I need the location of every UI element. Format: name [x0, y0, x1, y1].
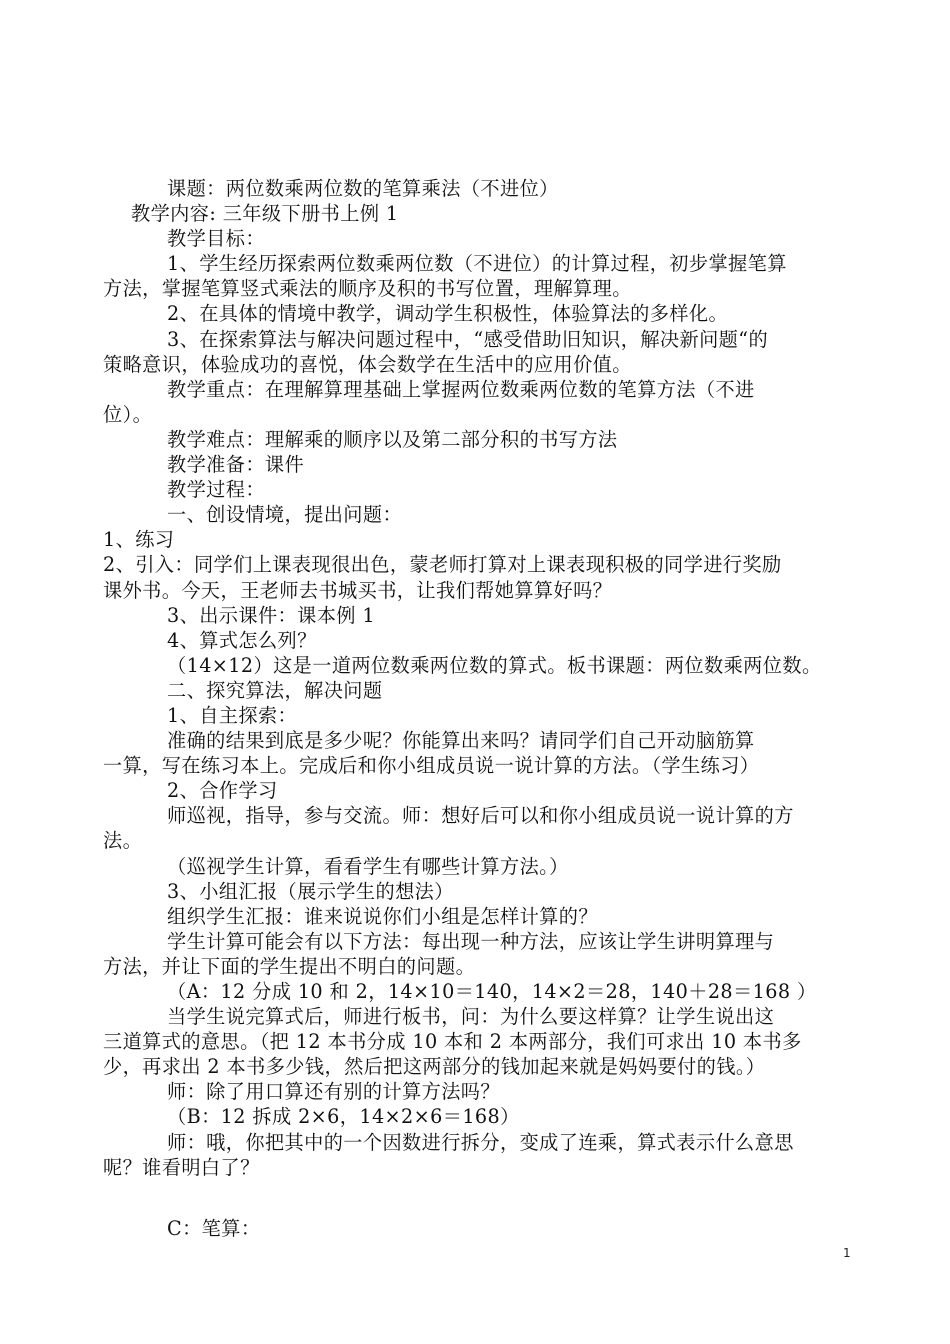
- paragraph-line: 方法，并让下面的学生提出不明白的问题。: [103, 954, 476, 978]
- paragraph-line: 2、引入：同学们上课表现很出色，蒙老师打算对上课表现积极的同学进行奖励: [103, 553, 782, 577]
- teaching-goals-heading: 教学目标：: [167, 227, 265, 251]
- paragraph-line: 2、在具体的情境中教学，调动学生积极性，体验算法的多样化。: [167, 302, 729, 326]
- paragraph-line: 3、在探索算法与解决问题过程中，“感受借助旧知识，解决新问题“的: [167, 327, 769, 351]
- paragraph-line: 课外书。今天，王老师去书城买书，让我们帮她算算好吗？: [103, 578, 613, 602]
- paragraph-line: 方法，掌握笔算竖式乘法的顺序及积的书写位置，理解算理。: [103, 277, 632, 301]
- teaching-preparation: 教学准备：课件: [167, 453, 305, 477]
- paragraph-line: 1、学生经历探索两位数乘两位数（不进位）的计算过程，初步掌握笔算: [167, 252, 787, 276]
- paragraph-line: （巡视学生计算，看看学生有哪些计算方法。）: [167, 854, 569, 878]
- method-c-line: C：笔算：: [167, 1216, 261, 1240]
- method-b-line: （B：12 拆成 2×6，14×2×6＝168）: [167, 1105, 520, 1129]
- paragraph-line: 4、算式怎么列？: [167, 628, 317, 652]
- paragraph-line: 师：哦，你把其中的一个因数进行拆分，变成了连乘，算式表示什么意思: [167, 1130, 794, 1154]
- teaching-focus: 教学重点：在理解算理基础上掌握两位数乘两位数的笔算方法（不进: [167, 377, 755, 401]
- paragraph-line: 1、练习: [103, 528, 175, 552]
- page-number: 1: [843, 1246, 851, 1260]
- section-heading: 二、探究算法，解决问题: [167, 678, 383, 702]
- teaching-difficulty: 教学难点：理解乘的顺序以及第二部分积的书写方法: [167, 427, 618, 451]
- section-heading: 一、创设情境，提出问题：: [167, 503, 403, 527]
- paragraph-line: 3、出示课件：课本例 1: [167, 603, 376, 627]
- paragraph-line: 组织学生汇报：谁来说说你们小组是怎样计算的？: [167, 904, 598, 928]
- paragraph-line: 师巡视，指导，参与交流。师：想好后可以和你小组成员说一说计算的方: [167, 804, 794, 828]
- paragraph-line: （14×12）这是一道两位数乘两位数的算式。板书课题：两位数乘两位数。: [167, 653, 822, 677]
- teaching-process-heading: 教学过程：: [167, 478, 265, 502]
- paragraph-line: 3、小组汇报（展示学生的想法）: [167, 879, 454, 903]
- paragraph-line: 呢？谁看明白了？: [103, 1155, 260, 1179]
- lesson-plan-text: [103, 176, 851, 1241]
- paragraph-line: 法。: [103, 829, 143, 853]
- paragraph-line: 2、合作学习: [167, 779, 278, 803]
- paragraph-line: 准确的结果到底是多少呢？你能算出来吗？请同学们自己开动脑筋算: [167, 729, 755, 753]
- teaching-content: 教学内容: 三年级下册书上例 1: [131, 202, 399, 226]
- paragraph-line: 位）。: [103, 402, 153, 426]
- paragraph-line: 学生计算可能会有以下方法：每出现一种方法，应该让学生讲明算理与: [167, 929, 775, 953]
- lesson-title: 课题：两位数乘两位数的笔算乘法（不进位）: [167, 177, 559, 200]
- paragraph-line: 三道算式的意思。（把 12 本书分成 10 本和 2 本两部分，我们可求出 10 本书多: [103, 1030, 802, 1054]
- paragraph-line: 一算，写在练习本上。完成后和你小组成员说一说计算的方法。（学生练习）: [103, 754, 760, 778]
- blank-line: [103, 1180, 851, 1216]
- paragraph-line: 当学生说完算式后，师进行板书，问：为什么要这样算？让学生说出这: [167, 1005, 775, 1029]
- paragraph-line: 策略意识，体验成功的喜悦，体会数学在生活中的应用价值。: [103, 352, 632, 376]
- paragraph-line: 1、自主探索：: [167, 703, 298, 727]
- paragraph-line: 少，再求出 2 本书多少钱，然后把这两部分的钱加起来就是妈妈要付的钱。）: [103, 1055, 766, 1079]
- method-a-line: （A：12 分成 10 和 2，14×10＝140，14×2＝28，140＋28＝168 ）: [167, 980, 817, 1003]
- paragraph-line: 师：除了用口算还有别的计算方法吗？: [167, 1080, 500, 1104]
